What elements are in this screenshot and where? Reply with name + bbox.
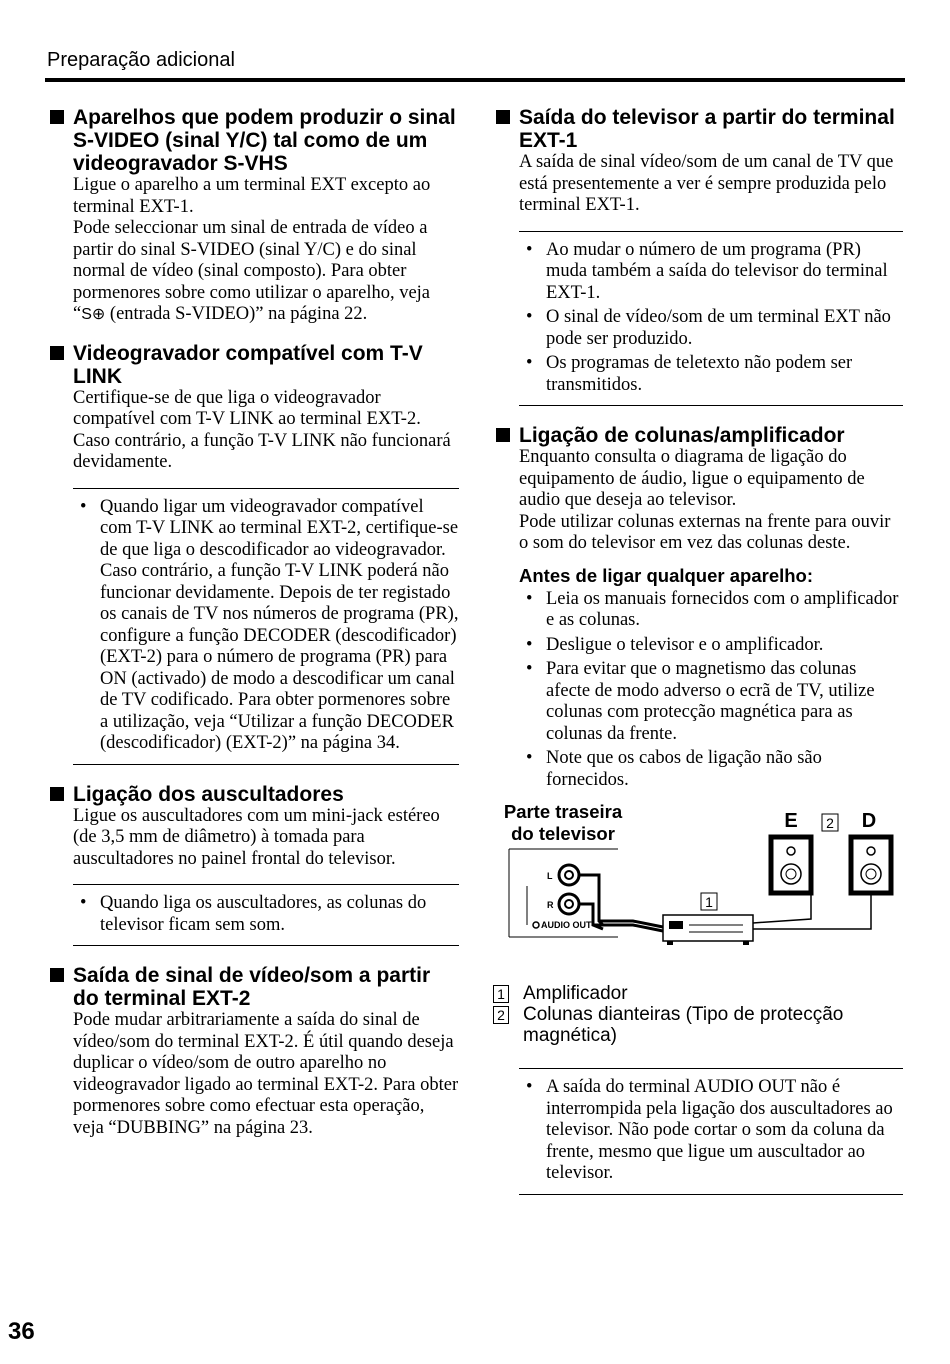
diagram-graphic — [493, 801, 903, 977]
square-bullet-icon — [50, 787, 64, 801]
list-item: • Para evitar que o magnetismo das colunas afecte de modo adverso o ecrã de TV, utilize colunas com protecção magnética para as colunas da frente. — [519, 659, 903, 745]
section-body: Pode seleccionar um sinal de entrada de vídeo a partir do sinal S-VIDEO (sinal Y/C) e do sinal normal de vídeo (sinal composto). Para obter pormenores sobre como utilizar o aparelho, veja “S⊕ (entrada S-VIDEO)” na página 22. — [73, 218, 431, 324]
section-body: Ligue o aparelho a um terminal EXT excepto ao terminal EXT-1. — [73, 175, 431, 217]
amp-ref-number: 1 — [705, 894, 713, 910]
section-svideo-devices — [47, 106, 459, 326]
subsection-title: Antes de ligar qualquer aparelho: — [519, 564, 814, 586]
list-item: • Os programas de teletexto não podem ser transmitidos. — [519, 353, 903, 396]
precautions-list — [519, 589, 903, 792]
audio-out-label: AUDIO OUT — [541, 920, 592, 930]
section-title: Videogravador compatível com T-V LINK — [47, 342, 459, 388]
note-box — [73, 488, 459, 765]
section-title: Ligação de colunas/amplificador — [493, 424, 903, 447]
section-speakers-amplifier — [493, 424, 903, 1195]
note-box — [519, 1068, 903, 1195]
square-bullet-icon — [496, 428, 510, 442]
list-item: • Quando ligar um videogravador compatível com T-V LINK ao terminal EXT-2, certifique-se de que liga o descodificador ao videogravador. Caso contrário, a função T-V LINK poderá não funcionar devidamente. Depois de ter registado os canais de TV nos números de programa (PR), configure a função DECODER (descodificador) (EXT-2) para o número de programa (PR) para ON (activado) de modo a descodificar um canal de TV codificado. Para obter pormenores sobre a utilização, veja “Utilizar a função DECODER (descodificador) (EXT-2)” na página 34. — [73, 497, 459, 755]
list-item: • Leia os manuais fornecidos com o amplificador e as colunas. — [519, 589, 903, 632]
left-speaker-icon — [771, 837, 811, 893]
list-item: • Quando liga os auscultadores, as colunas do televisor ficam sem som. — [73, 893, 459, 936]
audio-jack-l-icon — [559, 865, 579, 885]
section-ext2-output — [47, 964, 459, 1139]
list-item: • Desligue o televisor e o amplificador. — [519, 635, 903, 657]
left-column — [47, 106, 459, 1155]
note-box — [519, 231, 903, 407]
section-title: Saída de sinal de vídeo/som a partir do terminal EXT-2 — [47, 964, 459, 1010]
jack-r-label: R — [547, 900, 554, 910]
audio-jack-r-icon — [559, 894, 579, 914]
diagram-label: Parte traseira do televisor — [503, 801, 623, 844]
square-bullet-icon — [50, 968, 64, 982]
section-title: Saída do televisor a partir do terminal EXT-1 — [493, 106, 903, 152]
section-tvlink — [47, 342, 459, 765]
speaker-ref-number: 2 — [826, 815, 834, 831]
connection-diagram — [493, 801, 903, 977]
legend-item: 1 Amplificador — [493, 983, 903, 1004]
square-bullet-icon — [50, 110, 64, 124]
list-item: • O sinal de vídeo/som de um terminal EXT não pode ser produzido. — [519, 307, 903, 350]
svideo-input-icon: S⊕ — [81, 306, 106, 323]
section-body: Enquanto consulta o diagrama de ligação do equipamento de áudio, ligue o equipamento de audio que deseja ao televisor. — [519, 447, 865, 510]
list-item: • Ao mudar o número de um programa (PR) muda também a saída do televisor do terminal EXT-1. — [519, 240, 903, 305]
jack-l-label: L — [547, 871, 553, 881]
section-body: Ligue os auscultadores com um mini-jack estéreo (de 3,5 mm de diâmetro) à tomada para auscultadores no painel frontal do televisor. — [73, 805, 440, 869]
list-item: • A saída do terminal AUDIO OUT não é interrompida pela ligação dos auscultadores ao televisor. Não pode cortar o som da coluna da frente, mesmo que ligue um auscultador ao televisor. — [519, 1077, 903, 1185]
right-speaker-label: D — [861, 810, 877, 832]
section-headphones — [47, 783, 459, 947]
section-body: Certifique-se de que liga o videogravador compatível com T-V LINK ao terminal EXT-2. Caso contrário, a função T-V LINK não funcionará devidamente. — [73, 387, 451, 472]
right-speaker-icon — [851, 837, 891, 893]
section-body: A saída de sinal vídeo/som de um canal de TV que está presentemente a ver é sempre produzida pelo terminal EXT-1. — [519, 152, 894, 215]
section-ext1-output — [493, 106, 903, 406]
section-body: Pode mudar arbitrariamente a saída do sinal de vídeo/som do terminal EXT-2. É útil quando deseja duplicar o vídeo/som de outro aparelho no videogravador ligado ao terminal EXT-2. Para obter pormenores sobre como efectuar esta operação, veja “DUBBING” na página 23. — [73, 1010, 459, 1138]
square-bullet-icon — [50, 346, 64, 360]
section-body: Pode utilizar colunas externas na frente para ouvir o som do televisor em vez das colunas deste. — [519, 511, 891, 553]
page-number: 36 — [8, 1318, 35, 1345]
legend-item: 2 Colunas dianteiras (Tipo de protecção magnética) — [493, 1004, 903, 1046]
left-speaker-label: E — [784, 810, 798, 832]
amplifier-icon — [663, 915, 753, 945]
right-column — [493, 106, 903, 1213]
section-title: Aparelhos que podem produzir o sinal S-VIDEO (sinal Y/C) tal como de um videogravador S-VHS — [47, 106, 459, 175]
list-item: • Note que os cabos de ligação não são fornecidos. — [519, 748, 903, 791]
page-header: Preparação adicional — [47, 49, 235, 71]
note-box — [73, 884, 459, 946]
section-title: Ligação dos auscultadores — [47, 783, 459, 806]
square-bullet-icon — [496, 110, 510, 124]
diagram-legend — [493, 983, 903, 1046]
header-rule — [45, 78, 905, 82]
